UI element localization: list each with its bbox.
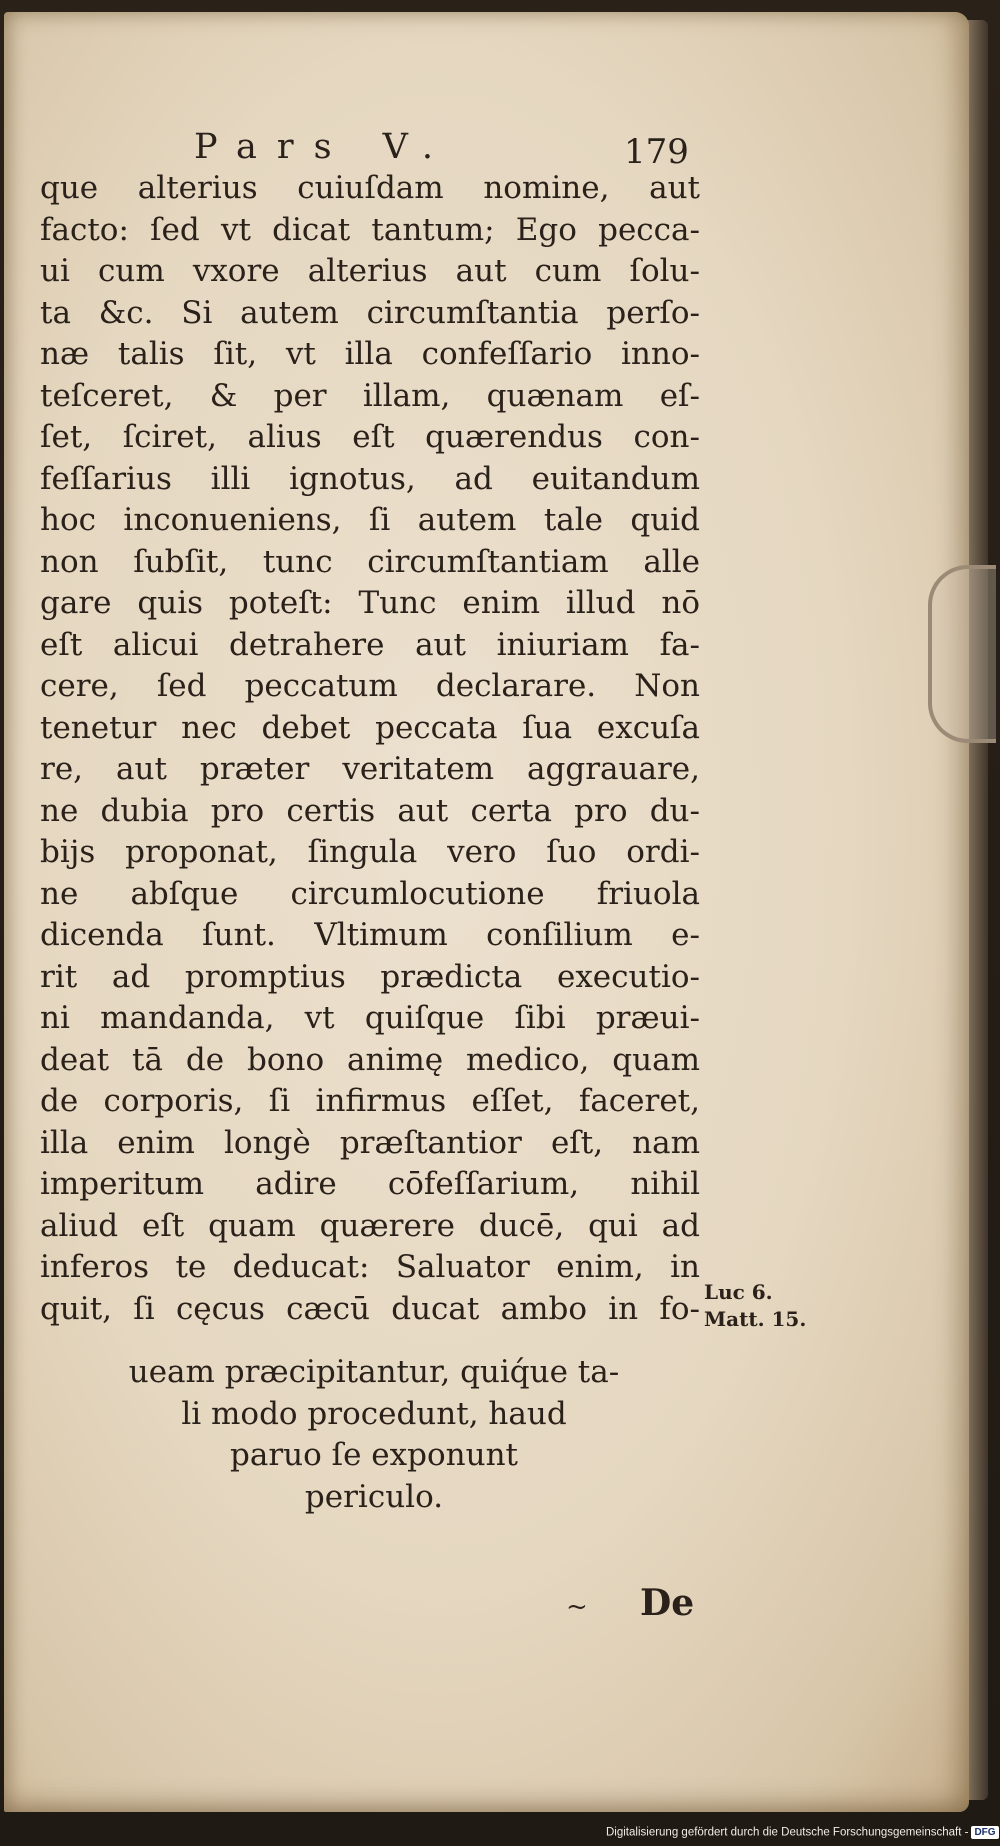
text-line: quit, ſi cęcus cæcū ducat ambo in fo- bbox=[40, 1290, 700, 1327]
text-line: ſet, ſciret, alius eſt quærendus con- bbox=[40, 419, 700, 455]
text-line: de corporis, ſi infirmus eſſet, faceret, bbox=[40, 1083, 700, 1119]
closing-line: li modo procedunt, haud bbox=[181, 1395, 567, 1432]
dfg-logo: DFG bbox=[971, 1826, 998, 1839]
body-text bbox=[40, 168, 700, 1330]
text-line: que alterius cuiuſdam nomine, aut bbox=[40, 170, 700, 206]
text-line: cere, ſed peccatum declarare. Non bbox=[40, 668, 700, 704]
text-line: ne dubia pro certis aut certa pro du- bbox=[40, 792, 700, 829]
text-line: feſſarius illi ignotus, ad euitandum bbox=[40, 460, 700, 497]
catchword-mark: ~ bbox=[566, 1592, 588, 1622]
margin-note-matthew: Matt. 15. bbox=[704, 1307, 807, 1331]
text-line: gare quis poteſt: Tunc enim illud nō bbox=[40, 585, 700, 621]
margin-references bbox=[704, 1279, 806, 1333]
text-line: illa enim longè præſtantior eſt, nam bbox=[40, 1124, 700, 1161]
text-line: ne abſque circumlocutione friuola bbox=[40, 875, 700, 912]
text-line: ni mandanda, vt quiſque ſibi præui- bbox=[40, 1000, 700, 1036]
text-line: ui cum vxore alterius aut cum ſolu- bbox=[40, 253, 700, 289]
text-line: teſceret, & per illam, quænam eſ- bbox=[40, 377, 700, 414]
text-line: facto: ſed vt dicat tantum; Ego pecca- bbox=[40, 211, 700, 248]
text-line: ta &c. Si autem circumſtantia perſo- bbox=[40, 294, 700, 331]
text-line: rit ad promptius prædicta executio- bbox=[40, 958, 700, 995]
text-line: tenetur nec debet peccata ſua excuſa bbox=[40, 709, 700, 746]
text-line: imperitum adire cōfeſſarium, nihil bbox=[40, 1166, 700, 1202]
catchword: De bbox=[640, 1582, 695, 1624]
text-line: non ſubſit, tunc circumſtantiam alle bbox=[40, 543, 700, 580]
page-clip bbox=[928, 565, 996, 743]
margin-note-luke: Luc 6. bbox=[704, 1280, 773, 1304]
book-page bbox=[4, 12, 969, 1812]
digitization-credit bbox=[606, 1826, 999, 1839]
closing-text bbox=[84, 1352, 664, 1518]
text-line: eſt alicui detrahere aut iniuriam fa- bbox=[40, 626, 700, 663]
text-line: næ talis ſit, vt illa confeſſario inno- bbox=[40, 336, 700, 372]
text-line: dicenda ſunt. Vltimum conſilium e- bbox=[40, 917, 700, 953]
text-line: bijs proponat, ſingula vero ſuo ordi- bbox=[40, 834, 700, 870]
text-line: inferos te deducat: Saluator enim, in bbox=[40, 1249, 700, 1285]
page-number: 179 bbox=[624, 132, 689, 172]
running-title: Pars V. bbox=[194, 127, 453, 167]
closing-line: ueam præcipitantur, quiq́ue ta- bbox=[128, 1354, 620, 1390]
closing-line: paruo ſe exponunt bbox=[230, 1437, 518, 1473]
text-line: aliud eſt quam quærere ducē, qui ad bbox=[40, 1207, 700, 1244]
text-line: deat tā de bono animę medico, quam bbox=[40, 1041, 700, 1078]
closing-line: periculo. bbox=[304, 1478, 444, 1515]
credit-text: Digitalisierung gefördert durch die Deutsche Forschungsgemeinschaft - bbox=[606, 1826, 969, 1839]
text-line: re, aut præter veritatem aggrauare, bbox=[40, 751, 700, 787]
text-line: hoc inconueniens, ſi autem tale quid bbox=[40, 502, 700, 538]
